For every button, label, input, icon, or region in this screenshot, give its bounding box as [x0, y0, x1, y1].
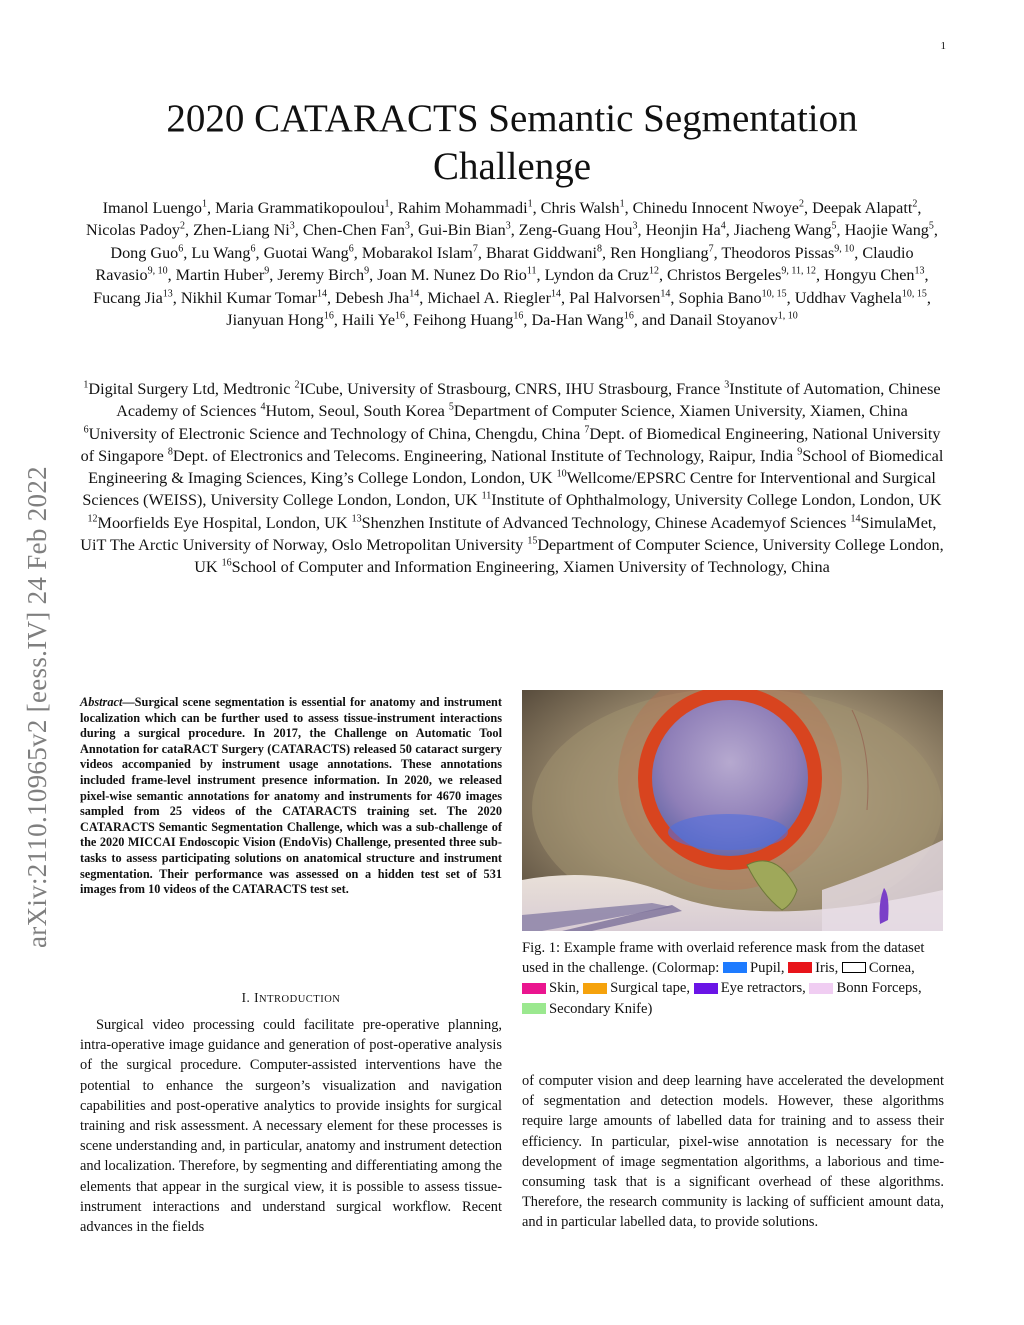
surgical-frame-figure — [522, 690, 943, 931]
intro-paragraph-right: of computer vision and deep learning have accelerated the development of segmentation and detection models. However, these algorithms require large amounts of labelled data for training and to assess their efficiency. In particular, pixel-wise annotation is necessary for the development of image segmentation algorithms, a laborious and time-consuming task that is a significant overhead of these algorithms. Therefore, the research community is lacking of sufficient amount data, and in particular labelled data, to provide solutions. — [522, 1073, 944, 1231]
legend-label: Eye retractors, — [720, 980, 806, 997]
legend-item — [694, 980, 806, 996]
abstract-text: —Surgical scene segmentation is essential for anatomy and instrument localization which can be further used to assess tissue-instrument interactions during a surgical procedure. In 2017, the Challenge on Automatic Tool Annotation for cataRACT Surgery (CATARACTS) released 50 cataract surgery videos accompanied by instrument usage annotations. These annotations included frame-level instrument presence information. In 2020, we released pixel-wise semantic annotations for anatomy and instruments for 4670 images sampled from 25 videos of the CATARACTS training set. The 2020 CATARACTS Semantic Segmentation Challenge, which was a sub-challenge of the 2020 MICCAI Endoscopic Vision (EndoVis) Challenge, presented three sub-tasks to assess participating solutions on anatomical structure and instrument segmentation. Their performance was assessed on a hidden test set of 531 images from 10 videos of the CATARACTS test set. — [80, 695, 502, 897]
paper-title: 2020 CATARACTS Semantic Segmentation Challenge — [166, 97, 858, 188]
legend-label: Surgical tape, — [610, 980, 691, 997]
legend-swatch — [694, 983, 718, 994]
abstract — [80, 695, 502, 898]
legend-label: Secondary Knife) — [549, 1000, 653, 1017]
legend-item — [788, 960, 838, 976]
legend-item — [522, 1001, 652, 1017]
legend-swatch — [522, 983, 546, 994]
legend-swatch — [522, 1003, 546, 1014]
legend-label: Skin, — [549, 980, 580, 997]
legend-swatch — [788, 962, 812, 973]
legend-item — [809, 980, 921, 996]
legend-label: Bonn Forceps, — [836, 980, 922, 997]
legend-item — [842, 960, 915, 976]
segmented-eye-image — [522, 690, 943, 931]
page-number: 1 — [940, 40, 946, 52]
legend-item — [522, 980, 579, 996]
author-list: Imanol Luengo$^1$, Maria Grammatikopoulou$^1$, Rahim Mohammadi$^1$, Chris Walsh$^1$, Chinedu Innocent Nwoye$^2$, Deepak Alapatt$^2$, Nicolas Padoy$^2$, Zhen-Liang Ni$^3$, Chen-Chen Fan$^3$, Gui-Bin Bian$^3$, Zeng-Guang Hou$^3$, Heonjin Ha$^4$, Jiacheng Wang$^5$, Haojie Wang$^5$, Dong Guo$^6$, Lu Wang$^6$, Guotai Wang$^6$, Mobarakol Islam$^7$, Bharat Giddwani$^8$, Ren Hongliang$^7$, Theodoros Pissas$^{9, 10}$, Claudio Ravasio$^{9, 10}$, Martin Huber$^9$, Jeremy Birch$^9$, Joan M. Nunez Do Rio$^{11}$, Lyndon da Cruz$^{12}$, Christos Bergeles$^{9, 11, 12}$, Hongyu Chen$^{13}$, Fucang Jia$^{13}$, Nikhil Kumar Tomar$^{14}$, Debesh Jha$^{14}$, Michael A. Riegler$^{14}$, Pal Halvorsen$^{14}$, Sophia Bano$^{10, 15}$, Uddhav Vaghela$^{10, 15}$, Jianyuan Hong$^{16}$, Haili Ye$^{16}$, Feihong Huang$^{16}$, Da-Han Wang$^{16}$, and Danail Stoyanov$^{1, 10}$ — [86, 198, 938, 330]
legend-label: Iris, — [815, 960, 839, 977]
abstract-label: Abstract — [80, 695, 123, 709]
legend-swatch — [583, 983, 607, 994]
intro-paragraph-left: Surgical video processing could facilitate pre-operative planning, intra-operative image guidance and generation of post-operative analysis of the surgical procedure. Computer-assisted interventions have the potential to enhance the surgeon’s visualization and navigation capabilities and post-operative analytics to provide insights for surgical training and risk assessment. A necessary element for these processes is scene understanding and, in particular, anatomy and instrument detection and localization. Therefore, by segmenting and differentiating among the elements that appear in the surgical view, it is possible to assess tissue-instrument interactions and understand surgical workflow. Recent advances in the fields — [80, 1017, 502, 1236]
legend-swatch — [809, 983, 833, 994]
legend-label: Cornea, — [868, 960, 915, 977]
section-heading-introduction: I. INTRODUCTION — [241, 990, 341, 1005]
legend-swatch — [723, 962, 747, 973]
affiliation-list: $^1$Digital Surgery Ltd, Medtronic $^2$ICube, University of Strasbourg, CNRS, IHU Strasbourg, France $^3$Institute of Automation, Chinese Academy of Sciences $^4$Hutom, Seoul, South Korea $^5$Department of Computer Science, Xiamen University, Xiamen, China $^6$University of Electronic Science and Technology of China, Chengdu, China $^7$Dept. of Biomedical Engineering, National University of Singapore $^8$Dept. of Electronics and Telecoms. Engineering, National Institute of Technology, Raipur, India $^9$School of Biomedical Engineering & Imaging Sciences, King’s College London, London, UK $^{10}$Wellcome/EPSRC Centre for Interventional and Surgical Sciences (WEISS), University College London, London, UK $^{11}$Institute of Ophthalmology, University College London, London, UK $^{12}$Moorfields Eye Hospital, London, UK $^{13}$Shenzhen Institute of Advanced Technology, Chinese Academyof Sciences $^{14}$SimulaMet, UiT The Arctic University of Norway, Oslo Metropolitan University $^{15}$Department of Computer Science, University College London, UK $^{16}$School of Computer and Information Engineering, Xiamen University of Technology, China — [80, 379, 944, 577]
legend-label: Pupil, — [750, 960, 785, 977]
legend-item — [723, 960, 784, 976]
legend-swatch — [842, 962, 866, 973]
figure-caption: Fig. 1: Example frame with overlaid reference mask from the dataset used in the challenge. (Colormap: Pupil, Iris, Cornea, Skin, Surgical tape, Eye retractors, Bonn Forceps, Secondary Knife) — [522, 940, 925, 1017]
legend-item — [583, 980, 690, 996]
arxiv-stamp: arXiv:2110.10965v2 [eess.IV] 24 Feb 2022 — [22, 466, 52, 948]
